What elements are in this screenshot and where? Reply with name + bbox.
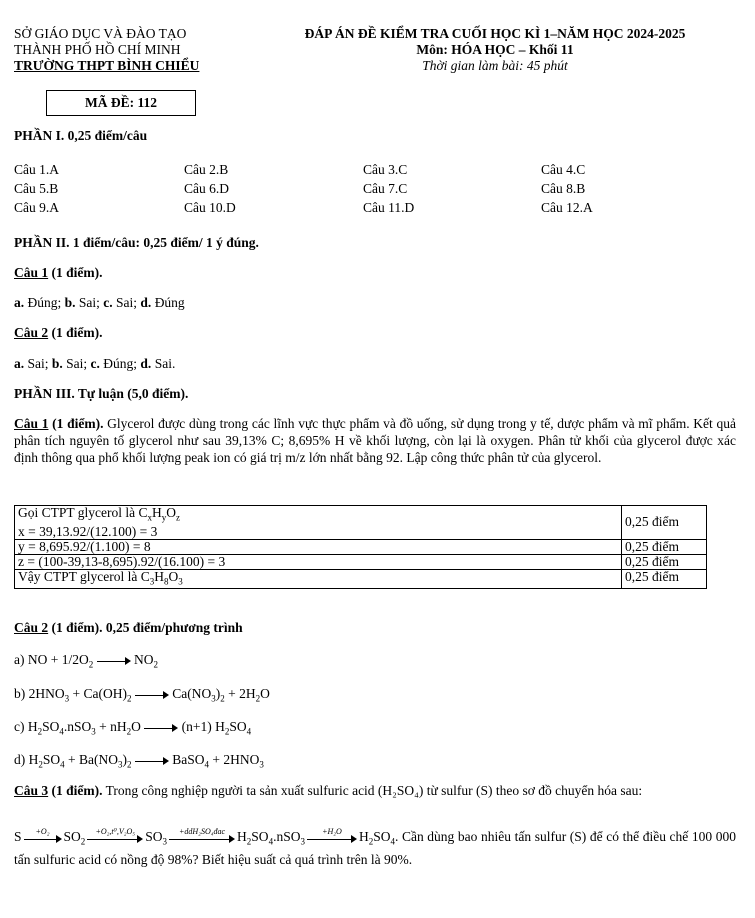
step-points: 0,25 điểm bbox=[622, 539, 707, 554]
question-points: (1 điểm). 0,25 điểm/phương trình bbox=[48, 620, 243, 635]
question-points: (1 điểm). bbox=[48, 783, 103, 798]
duration-line: Thời gian làm bài: 45 phút bbox=[422, 58, 568, 73]
step-points: 0,25 điểm bbox=[622, 554, 707, 569]
part3-question3 bbox=[14, 782, 736, 799]
option-letter: a. bbox=[14, 356, 25, 371]
part2-question2-heading bbox=[14, 325, 103, 341]
conversion-arrow-icon: +O₂,t⁰,V₂O₅ bbox=[87, 832, 143, 844]
solution-table bbox=[14, 505, 707, 589]
conversion-arrow-icon: +H₂O bbox=[307, 832, 357, 844]
answer-cell: Câu 3.C bbox=[363, 162, 408, 177]
equation-d: d) $H_2SO_4 + Ba(NO_3)_2$ BaSO$_4$ + $2HNO_3$ bbox=[14, 752, 264, 770]
option-value: Sai; bbox=[62, 356, 91, 371]
question-text: . Cần dùng bao nhiêu tấn sulfur (S) để có thể điều chế 100 000 tấn sulfuric acid có nồng độ 98%? Biết hiệu suất cả quá trình trên là 90%. bbox=[14, 829, 736, 867]
conversion-arrow-icon: +ddH₂SO₄đac bbox=[169, 832, 235, 844]
header-left bbox=[14, 26, 244, 74]
part2-title: PHẦN II. 1 điểm/câu: 0,25 điểm/ 1 ý đúng. bbox=[14, 235, 259, 250]
answer-row bbox=[14, 198, 734, 217]
question-points: (1 điểm). bbox=[48, 265, 103, 280]
answer-cell: Câu 12.A bbox=[541, 200, 593, 215]
answer-cell: Câu 1.A bbox=[14, 162, 59, 177]
option-letter: c. bbox=[103, 295, 113, 310]
option-value: Sai; bbox=[24, 356, 52, 371]
step-points: 0,25 điểm bbox=[622, 569, 707, 589]
answer-row bbox=[14, 179, 734, 198]
answer-cell: Câu 9.A bbox=[14, 200, 59, 215]
exam-code-box: MÃ ĐỀ: 112 bbox=[46, 90, 196, 116]
solution-step: Vậy CTPT glycerol là $C_3H_8O_3$ bbox=[15, 569, 622, 589]
reaction-arrow-icon bbox=[135, 690, 169, 700]
solution-step: Gọi CTPT glycerol là $C_xH_yO_z$ x = 39,13.92/(12.100) = 3 bbox=[15, 506, 622, 540]
step-text: Gọi CTPT glycerol là C bbox=[18, 505, 148, 520]
answer-cell: Câu 5.B bbox=[14, 181, 59, 196]
solution-step: z = (100-39,13-8,695).92/(16.100) = 3 bbox=[15, 554, 622, 569]
option-letter: d. bbox=[140, 356, 152, 371]
step-points: 0,25 điểm bbox=[622, 506, 707, 540]
answer-cell: Câu 11.D bbox=[363, 200, 415, 215]
option-letter: d. bbox=[140, 295, 152, 310]
option-value: Đúng bbox=[151, 295, 185, 310]
solution-step: y = 8,695.92/(1.100) = 8 bbox=[15, 539, 622, 554]
city-name: THÀNH PHỐ HỒ CHÍ MINH bbox=[14, 42, 181, 57]
answer-cell: Câu 4.C bbox=[541, 162, 586, 177]
answer-row bbox=[14, 160, 734, 179]
part2-question2-answer bbox=[14, 356, 175, 372]
option-value: Đúng; bbox=[24, 295, 65, 310]
option-letter: b. bbox=[64, 295, 76, 310]
option-value: Sai; bbox=[75, 295, 104, 310]
question-label: Câu 3 bbox=[14, 783, 49, 798]
document-title: ĐÁP ÁN ĐỀ KIỂM TRA CUỐI HỌC KÌ 1–NĂM HỌC 2024-2025 bbox=[304, 26, 686, 41]
equation-c: c) $H_2SO_4.nSO_3 + nH_2O$ (n+1) $H_2SO_4$ bbox=[14, 719, 252, 737]
part2-question1-answer bbox=[14, 295, 185, 311]
part2-question1-heading bbox=[14, 265, 103, 281]
part1-title: PHẦN I. 0,25 điểm/câu bbox=[14, 128, 148, 143]
table-row bbox=[15, 554, 707, 569]
question-label: Câu 1 bbox=[14, 416, 49, 431]
question-text: Trong công nghiệp người ta sản xuất sulfuric acid (H₂SO₄) từ sulfur (S) theo sơ đồ chuyển hóa sau: bbox=[102, 783, 643, 798]
option-letter: c. bbox=[90, 356, 100, 371]
part3-question2-heading bbox=[14, 620, 243, 636]
table-row bbox=[15, 569, 707, 589]
answer-cell: Câu 6.D bbox=[184, 181, 229, 196]
question-text: Glycerol được dùng trong các lĩnh vực thực phẩm và đồ uống, sử dụng trong y tế, dược phẩm và mĩ phẩm. Kết quả phân tích nguyên tố glycerol như sau 39,13% C; 8,695% H về khối lượng, còn lại là oxygen. Phân tử khối của glycerol được xác định thông qua phổ khối lượng peak ion có giá trị m/z lớn nhất bằng 92. Lập công thức phân tử của glycerol. bbox=[14, 416, 736, 465]
option-letter: b. bbox=[51, 356, 63, 371]
answer-grid bbox=[14, 160, 734, 217]
option-value: Đúng; bbox=[99, 356, 141, 371]
answer-cell: Câu 10.D bbox=[184, 200, 236, 215]
conversion-scheme: S +O₂ $SO_2$ +O₂,t⁰,V₂O₅ $SO_3$ +ddH₂SO₄đac $H_2SO_4.nSO_3$ +H₂O $H_2SO_4$. Cần dùng bao nhiêu tấn sulfur (S) để có thể điều chế 100 000 tấn sulfuric acid có nồng độ 98%? Biết hiệu suất cả quá trình trên là 90%. bbox=[14, 826, 736, 867]
option-value: Sai. bbox=[151, 356, 176, 371]
question-points: (1 điểm). bbox=[48, 416, 104, 431]
step-text: x = 39,13.92/(12.100) = 3 bbox=[18, 523, 158, 539]
answer-cell: Câu 7.C bbox=[363, 181, 408, 196]
equation-b: b) $2HNO_3 + Ca(OH)_2$ $Ca(NO_3)_2 + 2H_2O$ bbox=[14, 686, 270, 704]
reaction-arrow-icon bbox=[135, 756, 169, 766]
answer-cell: Câu 2.B bbox=[184, 162, 229, 177]
part3-question1 bbox=[14, 415, 736, 466]
question-label: Câu 2 bbox=[14, 325, 49, 340]
equation-a: a) NO + $1/2O_2$ $NO_2$ bbox=[14, 652, 158, 670]
step-text: Vậy CTPT glycerol là C bbox=[18, 568, 150, 584]
conversion-arrow-icon: +O₂ bbox=[24, 832, 62, 844]
header-right bbox=[245, 26, 745, 74]
reaction-arrow-icon bbox=[97, 656, 131, 666]
question-label: Câu 1 bbox=[14, 265, 49, 280]
question-label: Câu 2 bbox=[14, 620, 49, 635]
school-name: TRƯỜNG THPT BÌNH CHIỂU bbox=[14, 58, 200, 73]
part3-title: PHẦN III. Tự luận (5,0 điểm). bbox=[14, 386, 189, 401]
department-name: SỞ GIÁO DỤC VÀ ĐÀO TẠO bbox=[14, 26, 187, 41]
option-letter: a. bbox=[14, 295, 25, 310]
answer-cell: Câu 8.B bbox=[541, 181, 586, 196]
reaction-arrow-icon bbox=[144, 723, 178, 733]
question-points: (1 điểm). bbox=[48, 325, 103, 340]
subject-line: Môn: HÓA HỌC – Khối 11 bbox=[416, 42, 574, 57]
table-row bbox=[15, 539, 707, 554]
option-value: Sai; bbox=[112, 295, 141, 310]
table-row bbox=[15, 506, 707, 540]
